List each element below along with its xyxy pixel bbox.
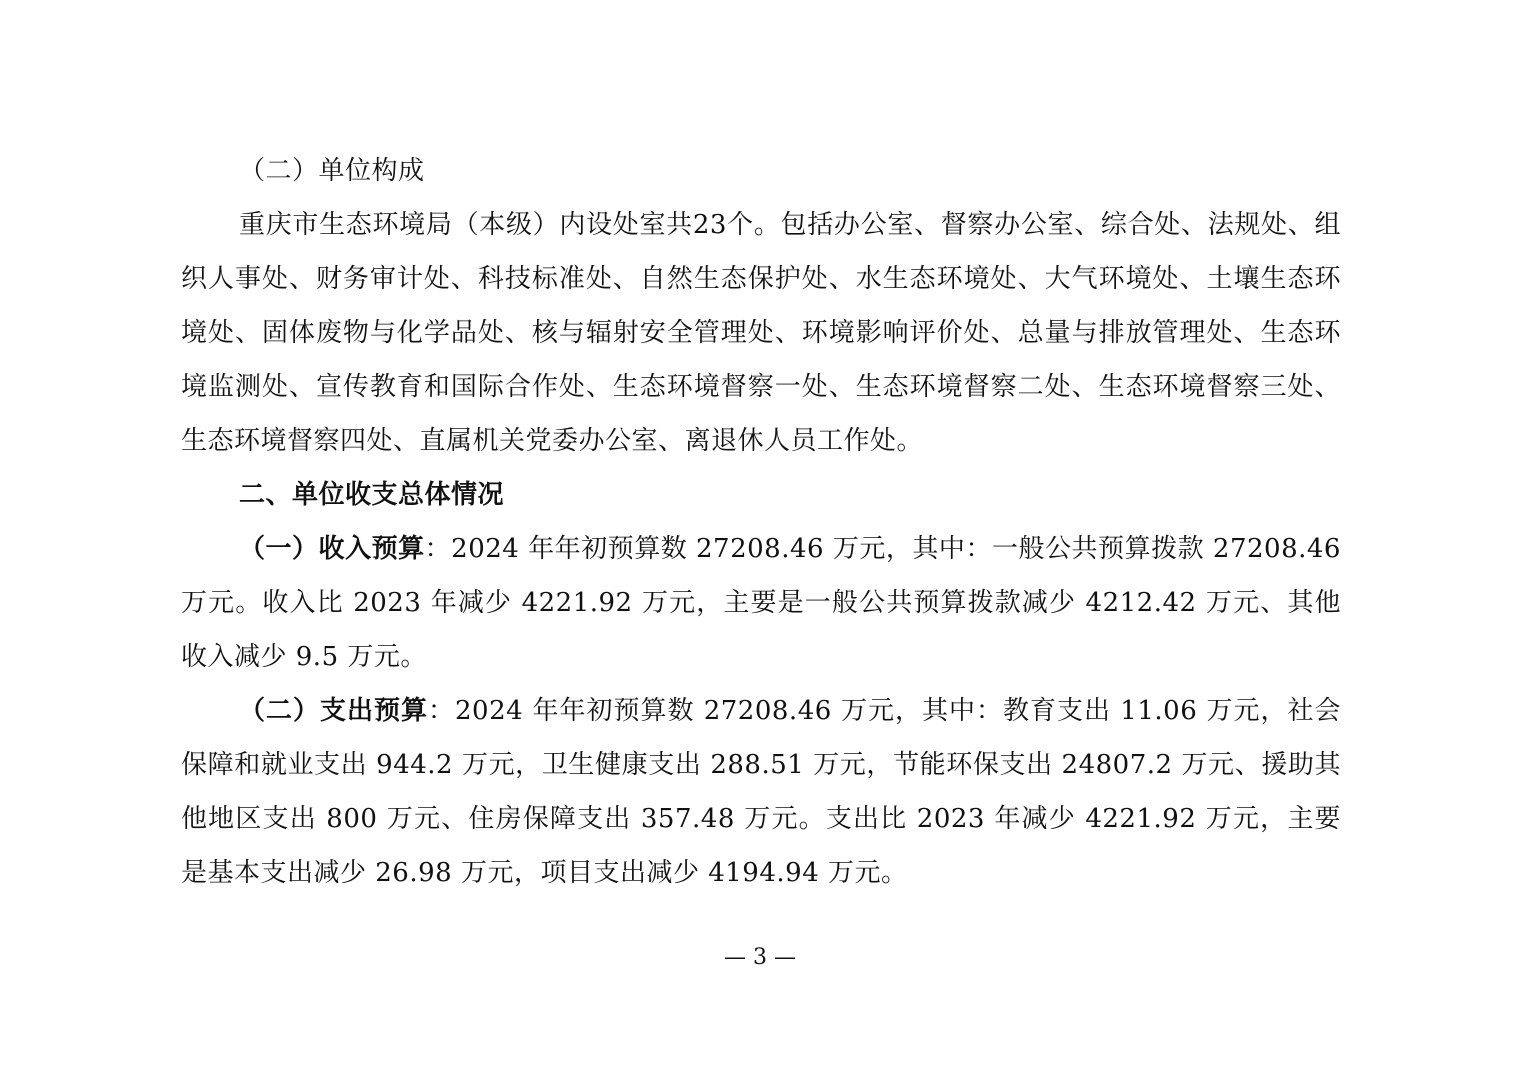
unit-composition-paragraph: 重庆市生态环境局（本级）内设处室共23个。包括办公室、督察办公室、综合处、法规处、组织人事处、财务审计处、科技标准处、自然生态保护处、水生态环境处、大气环境处、土壤生态环境处、固体废物与化学品处、核与辐射安全管理处、环境影响评价处、总量与排放管理处、生态环境监测处、宣传教育和国际合作处、生态环境督察一处、生态环境督察二处、生态环境督察三处、生态环境督察四处、直属机关党委办公室、离退休人员工作处。	[181, 210, 1341, 456]
expenditure-budget-paragraph	[181, 684, 1341, 900]
page-number: — 3 —	[724, 945, 796, 970]
income-budget-text: ：2024 年年初预算数 27208.46 万元，其中：一般公共预算拨款 27208.46 万元。收入比 2023 年减少 4221.92 万元，主要是一般公共预算拨款减少 4212.42 万元、其他收入减少 9.5 万元。	[181, 534, 1341, 672]
expenditure-budget-label: （二）支出预算	[239, 696, 429, 726]
section-heading-budget-overview: 二、单位收支总体情况	[239, 480, 505, 510]
document-body	[181, 144, 1341, 900]
expenditure-budget-text: ：2024 年年初预算数 27208.46 万元，其中：教育支出 11.06 万元，社会保障和就业支出 944.2 万元，卫生健康支出 288.51 万元，节能环保支出 24807.2 万元、援助其他地区支出 800 万元、住房保障支出 357.48 万元。支出比 2023 年减少 4221.92 万元，主要是基本支出减少 26.98 万元，项目支出减少 4194.94 万元。	[181, 696, 1341, 888]
subsection-heading-unit-composition: （二）单位构成	[239, 156, 425, 186]
income-budget-paragraph	[181, 522, 1341, 684]
income-budget-label: （一）收入预算	[239, 534, 425, 564]
